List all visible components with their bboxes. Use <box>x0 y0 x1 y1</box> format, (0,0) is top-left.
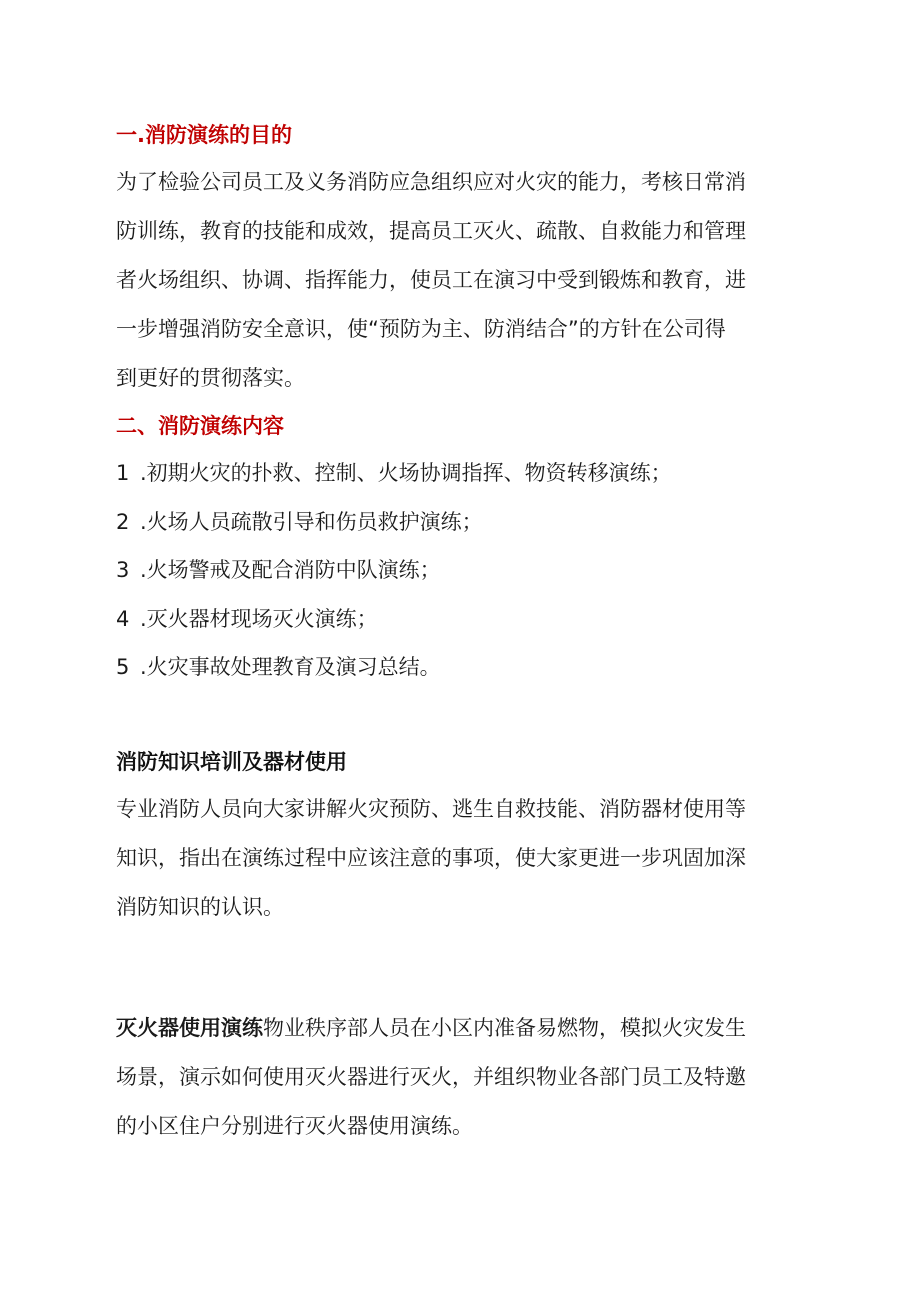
section3-title: 消防知识培训及器材使用 <box>116 749 347 774</box>
section2-title: 二、消防演练内容 <box>116 414 284 438</box>
list-item <box>116 643 776 692</box>
drill-content-list <box>116 449 776 692</box>
list-item <box>116 498 776 547</box>
list-item-number: 3 <box>116 558 130 582</box>
list-item-text: .初期火灾的扑救、控制、火场协调指挥、物资转移演练； <box>140 461 672 485</box>
list-item-number: 5 <box>116 655 130 679</box>
list-item <box>116 449 776 498</box>
document-page <box>116 112 776 1151</box>
list-item <box>116 595 776 644</box>
list-item-number: 4 <box>116 606 130 631</box>
section1-title: 一.消防演练的目的 <box>116 123 292 147</box>
section4-body: 物业秩序部人员在小区内准备易燃物，模拟火灾发生 场景，演示如何使用灭火器进行灭火，并组织物业各部门员工及特邀 的小区住户分别进行灭火器使用演练。 <box>116 1015 746 1138</box>
list-item-text: .火场人员疏散引导和伤员救护演练； <box>140 509 483 534</box>
spacer <box>116 932 776 1004</box>
list-item-number: 1 <box>116 461 130 485</box>
list-item <box>116 546 776 595</box>
section3-body: 专业消防人员向大家讲解火灾预防、逃生自救技能、消防器材使用等 知识，指出在演练过程中应该注意的事项，使大家更进一步巩固加深 消防知识的认识。 <box>116 796 746 919</box>
section1-body: 为了检验公司员工及义务消防应急组织应对火灾的能力，考核日常消 防训练，教育的技能和成效，提高员工灭火、疏散、自救能力和管理 者火场组织、协调、指挥能力，使员工在演习中受到锻炼和教育，进 一步增强消防安全意识，使“预防为主、防消结合”的方针在公司得 到更好的贯彻落实。 <box>116 170 746 390</box>
list-item-number: 2 <box>116 509 130 534</box>
list-item-text: .火场警戒及配合消防中队演练； <box>140 558 441 582</box>
list-item-text: .灭火器材现场灭火演练； <box>140 606 378 631</box>
section4-lead: 灭火器使用演练 <box>116 1015 263 1040</box>
list-item-text: .火灾事故处理教育及演习总结。 <box>140 655 441 679</box>
section4-paragraph <box>116 1004 776 1151</box>
